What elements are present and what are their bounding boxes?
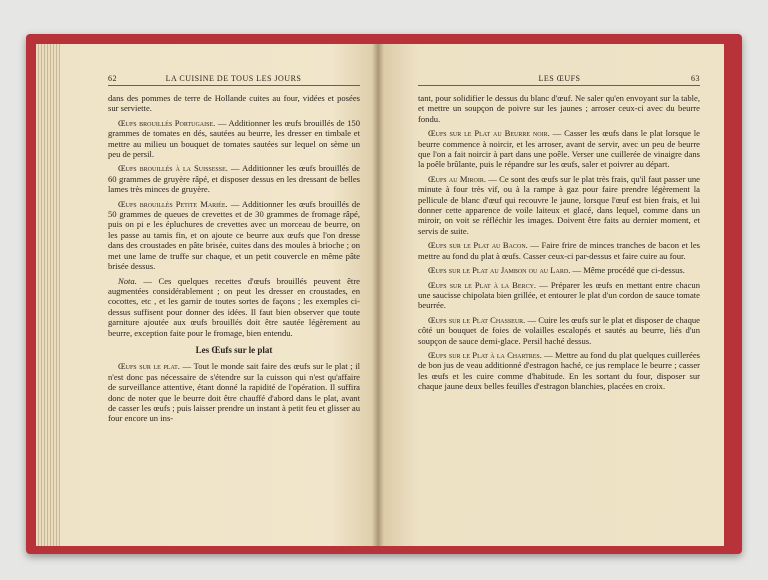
recipe-title: Œufs sur le plat. [118,361,180,372]
recipe-paragraph: Œufs sur le Plat à la Bercy. — Préparer les œufs en mettant entre chacun une saucisse chipolata bien grillée, et entourer le plat d'un cordon de sauce tomate beurrée. [418,279,700,311]
recipe-title: Œufs sur le Plat au Jambon ou au Lard. [428,265,571,276]
recipe-title: Œufs sur le Plat au Bacon. [428,240,528,251]
section-heading: Les Œufs sur le plat [195,344,273,355]
recipe-paragraph: Œufs sur le plat. — Tout le monde sait faire des œufs sur le plat ; il n'est donc pas nécessaire de s'étendre sur la cuisson qui n'est qu'affaire de surveillance attentive, étant donné la rapidité de l'opération. Il suffira donc de noter que le beurre doit être chauffé d'abord dans le plat, avant de casser les œufs ; puis laisser prendre un instant à petit feu et glisser au four encore un ins- [108,361,360,424]
recipe-title: Œufs brouillés à la Suissesse. [118,163,228,174]
paragraph: tant, pour solidifier le dessus du blanc d'œuf. Ne saler qu'en envoyant sur la table, et mettre un soupçon de poivre sur les jaunes ; arroser ceux-ci avec du beurre fondu. [418,93,700,124]
left-page-number: 62 [108,74,117,83]
recipe-paragraph: Œufs sur le Plat au Jambon ou au Lard. — Même procédé que ci-dessus. [428,265,685,276]
right-running-head: LES ŒUFS [538,74,581,83]
recipe-title: Œufs sur le Plat au Beurre noir. [428,128,550,139]
recipe-title: Œufs au Miroir. [428,173,486,184]
note-paragraph: Nota. — Ces quelques recettes d'œufs brouillés peuvent être augmentées considérablement ; on peut les dresser en croustades, en cocottes, etc , et les garnir de toutes sortes de façons ; les exemples ci-dessus suffisent pour donner des idées. Il faut bien observer que toute garniture ajoutée aux œufs brouillés doit être sautée légèrement au beurre, exception faite pour le fromage, bien entendu. [108,275,360,338]
right-page-header [418,74,700,86]
paragraph: dans des pommes de terre de Hollande cuites au four, vidées et posées sur serviette. [108,93,360,114]
page-edges [36,44,62,546]
recipe-title: Œufs brouillés Portugaise. [118,117,216,128]
recipe-paragraph: Œufs sur le Plat au Beurre noir. — Casser les œufs dans le plat lorsque le beurre commence à noircir, et les arroser, avant de servir, avec un peu de beurre que l'on a fait noircir à part dans une poêle. Verser une cuillerée de vinaigre dans la poêle brûlante, puis le répandre sur les œufs, saler et poivrer au départ. [418,128,700,170]
recipe-title: Œufs brouillés Petite Mariée. [118,198,228,209]
right-page-text [418,93,700,392]
left-running-head: LA CUISINE DE TOUS LES JOURS [165,74,302,83]
left-page-header [108,74,360,86]
left-page [60,44,378,546]
recipe-title: Œufs sur le Plat Chasseur. [428,314,526,325]
recipe-paragraph: Œufs brouillés Petite Mariée. — Additionner les œufs brouillés de 50 grammes de queues de crevettes et de 30 grammes de fromage râpé, puis on pi e les épluchures de crevettes avec un morceau de beurre, on les passe au tamis fin, et on ajoute ce beurre aux œufs que l'on dresse dans des croustades en pâte brisée, cuites dans des moules à brioche ; on met une lame de truffe sur chaque, et un petit couvercle en même pâte brisée dessus. [108,198,361,272]
recipe-title: Œufs sur le Plat à la Chartres. [428,349,542,360]
recipe-paragraph: Œufs brouillés Portugaise. — Additionner les œufs brouillés de 150 grammes de tomates en dés, sautées au beurre, les dresser en timbale et mettre au milieu un bouquet de tomates sautées sur lequel on sème un peu de persil. [108,117,360,160]
recipe-paragraph: Œufs sur le Plat au Bacon. — Faire frire de minces tranches de bacon et les mettre au fond du plat à œufs. Casser ceux-ci par-dessus et faire cuire au four. [418,240,700,261]
recipe-paragraph: Œufs sur le Plat Chasseur. — Cuire les œufs sur le plat et disposer de chaque côté un bouquet de foies de volailles escalopés et sautés au beurre, liés d'un soupçon de sauce demi-glace. Persil haché dessus. [418,314,700,346]
right-page [378,44,724,546]
right-page-number: 63 [690,74,700,83]
recipe-title: Œufs sur le Plat à la Bercy. [428,279,537,290]
recipe-paragraph: Œufs sur le Plat à la Chartres. — Mettre au fond du plat quelques cuillerées de bon jus de veau additionné d'estragon haché, ce jus remplace le beurre ; casser les œufs et les cuire comme d'habitude. En les sortant du four, disposer sur chaque jaune deux belles feuilles d'estragon blanchies, placées en croix. [418,349,700,392]
left-page-text [108,93,360,424]
recipe-paragraph: Œufs brouillés à la Suissesse. — Additionner les œufs brouillés de 60 grammes de gruyère râpé, et disposer dessus en les dressant de belles lames très minces de gruyère. [108,163,361,195]
book-gutter [372,44,384,546]
recipe-paragraph: Œufs au Miroir. — Ce sont des œufs sur le plat très frais, qu'il faut passer une minute à four très vif, ou à la rampe à gaz pour faire prendre légèrement la pellicule de blanc d'œuf qui recouvre le jaune, lorsque l'œuf est bien frais, et lui donner cette apparence de voile laiteux et glacé, dans lequel, comme dans un miroir, on voit se réfléchir les images. Doivent être faits au dernier moment, et servis de suite. [418,173,700,236]
note-label: Nota. [118,275,137,286]
